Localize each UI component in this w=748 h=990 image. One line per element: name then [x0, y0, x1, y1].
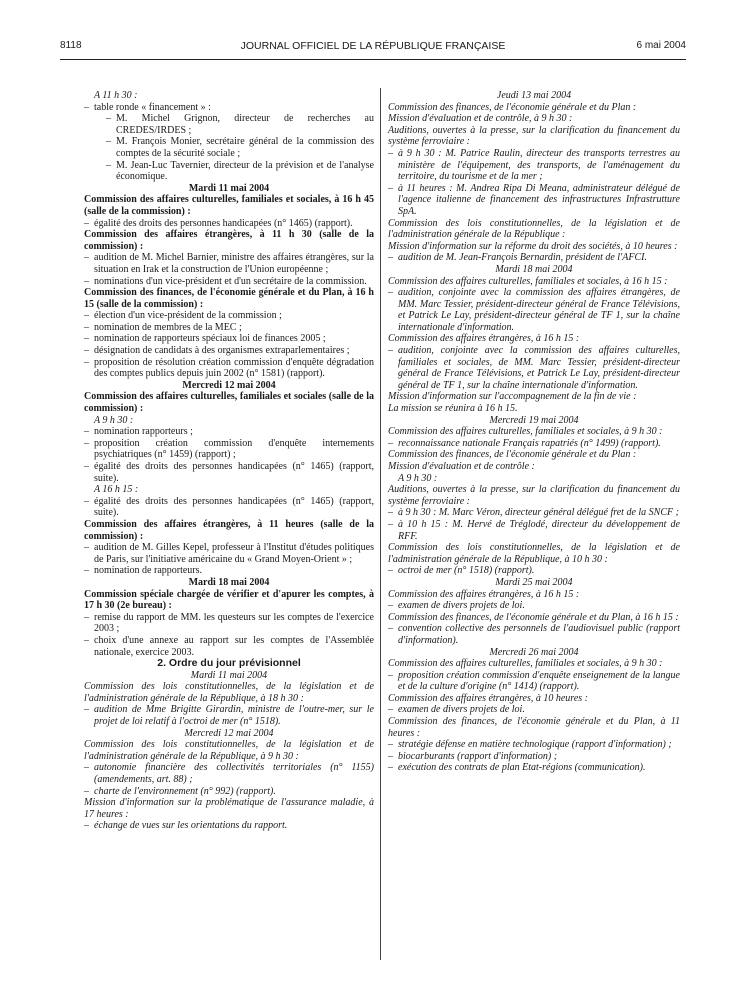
section-heading: Mercredi 19 mai 2004: [489, 414, 579, 426]
committee-title: Commission des affaires culturelles, familiales et sociales (salle de la commission) :: [84, 391, 374, 415]
agenda-list: [84, 252, 374, 287]
list-item: – remise du rapport de MM. les questeurs sur les comptes de l'exercice 2003 ;: [84, 612, 374, 635]
agenda-list: [84, 310, 374, 380]
list-item: – table ronde « financement » : – M. Michel Grignon, directeur de recherches au CREDES/IRDES ; – M. François Monier, secrétaire général de la commission des comptes de la sécurité sociale ; – M. Jean-Luc Tavernier, directeur de la prévision et de l'analyse économique.: [84, 102, 374, 183]
committee-title: Commission des lois constitutionnelles, de la législation et de l'administration générale de la République, à 9 h 30 :: [84, 739, 374, 762]
committee-title: Commission des affaires étrangères, à 16 h 15 :: [388, 333, 580, 345]
section-heading: Mardi 18 mai 2004: [495, 263, 573, 275]
committee-title: Commission des affaires étrangères, à 10 heures :: [388, 692, 588, 704]
list-item: – reconnaissance nationale Français rapatriés (n° 1499) (rapport).: [388, 438, 680, 450]
section-heading: Mercredi 12 mai 2004: [182, 379, 276, 391]
committee-title: Commission des affaires culturelles, familiales et sociales, à 9 h 30 :: [388, 658, 663, 670]
time-label: A 16 h 15 :: [94, 484, 139, 496]
issue-date: 6 mai 2004: [636, 40, 686, 51]
time-label: A 9 h 30 :: [94, 414, 134, 426]
section-heading: Mardi 11 mai 2004: [188, 182, 270, 194]
agenda-list: [84, 496, 374, 519]
list-item: – convention collective des personnels de l'audiovisuel public (rapport d'information).: [388, 623, 680, 646]
agenda-list: [84, 704, 374, 727]
agenda-list: [388, 507, 680, 542]
agenda-list: [388, 438, 680, 450]
mission-title: Mission d'information sur la problématique de l'assurance maladie, à 17 heures :: [84, 797, 374, 820]
committee-title: Commission des affaires culturelles, familiales et sociales, à 9 h 30 :: [388, 426, 663, 438]
list-item: – proposition création commission d'enquête internements psychiatriques (n° 1459) (rapport) ;: [84, 438, 374, 461]
list-item: – autonomie financière des collectivités territoriales (n° 1155) (amendements, art. 88) ;: [84, 762, 374, 785]
section-heading: Mardi 25 mai 2004: [495, 576, 573, 588]
list-item: – biocarburants (rapport d'information) ;: [388, 751, 680, 763]
committee-title: Commission des lois constitutionnelles, de la législation et de l'administration générale de la République, à 18 h 30 :: [84, 681, 374, 704]
list-item: – à 10 h 15 : M. Hervé de Tréglodé, directeur du développement de RFF.: [388, 519, 680, 542]
list-item: – audition, conjointe avec la commission des affaires culturelles, familiales et sociales, de MM. Marc Tessier, président-directeur général de France Télévisions, et Patrick Le Lay, président-directeur général de TF 1, sur la chaîne internationale d'information.: [388, 345, 680, 391]
committee-title: Commission des finances, de l'économie générale et du Plan :: [388, 449, 637, 461]
time-label: A 9 h 30 :: [398, 472, 438, 484]
committee-title: Commission des finances, de l'économie générale et du Plan, à 16 h 15 :: [388, 611, 679, 623]
column-divider: [380, 88, 381, 960]
list-item: – nomination de rapporteurs spéciaux loi de finances 2005 ;: [84, 333, 374, 345]
committee-title: Commission des affaires culturelles, familiales et sociales, à 16 h 45 (salle de la commission) :: [84, 194, 374, 217]
list-item: – nomination rapporteurs ;: [84, 426, 374, 438]
list-item: – exécution des contrats de plan Etat-régions (communication).: [388, 762, 680, 774]
list-item: – examen de divers projets de loi.: [388, 704, 680, 716]
agenda-list: [388, 148, 680, 218]
list-item: – M. Jean-Luc Tavernier, directeur de la prévision et de l'analyse économique.: [94, 160, 374, 183]
list-item: – égalité des droits des personnes handicapées (n° 1465) (rapport, suite).: [84, 461, 374, 484]
agenda-list: [84, 762, 374, 797]
section-heading: Mardi 18 mai 2004: [188, 576, 270, 588]
audition-title: Auditions, ouvertes à la presse, sur la clarification du financement du système ferroviaire :: [388, 484, 680, 507]
list-item: – proposition de résolution création commission d'enquête dégradation des comptes publics depuis juin 2002 (n° 1581) (rapport).: [84, 357, 374, 380]
committee-title: Commission des affaires culturelles, familiales et sociales, à 16 h 15 :: [388, 275, 668, 287]
list-item: – stratégie défense en matière technologique (rapport d'information) ;: [388, 739, 680, 751]
journal-title: JOURNAL OFFICIEL DE LA RÉPUBLIQUE FRANÇAISE: [240, 40, 506, 52]
right-column: [388, 90, 680, 774]
list-item: – audition de M. Jean-François Bernardin, président de l'AFCI.: [388, 252, 680, 264]
committee-title: Commission des lois constitutionnelles, de la législation et de l'administration générale de la République, à 10 h 30 :: [388, 542, 680, 565]
list-item: – à 11 heures : M. Andrea Ripa Di Meana, administrateur délégué de l'agence italienne de financement des infrastructures Infrastrutture SpA.: [388, 183, 680, 218]
agenda-list: [388, 565, 680, 577]
list-item: – charte de l'environnement (n° 992) (rapport).: [84, 786, 374, 798]
committee-title: Commission des finances, de l'économie générale et du Plan :: [388, 101, 637, 113]
section-heading: Mardi 11 mai 2004: [190, 669, 268, 681]
audition-title: Auditions, ouvertes à la presse, sur la clarification du financement du système ferroviaire :: [388, 124, 680, 148]
header-rule: [60, 59, 686, 60]
list-item: – audition de M. Gilles Kepel, professeur à l'Institut d'études politiques de Paris, sur l'initiative américaine du « Grand Moyen-Orient » ;: [84, 542, 374, 565]
mission-title: Mission d'information sur la réforme du droit des sociétés, à 10 heures :: [388, 240, 678, 252]
agenda-list: [84, 820, 374, 832]
list-item: – désignation de candidats à des organismes extraparlementaires ;: [84, 345, 374, 357]
section-heading: Jeudi 13 mai 2004: [496, 90, 572, 101]
list-item: – égalité des droits des personnes handicapées (n° 1465) (rapport).: [84, 218, 374, 230]
agenda-list: [388, 287, 680, 333]
agenda-list: [388, 670, 680, 693]
speaker-list: [94, 113, 374, 183]
list-item: – nomination de rapporteurs.: [84, 565, 374, 577]
list-item: – M. François Monier, secrétaire général de la commission des comptes de la sécurité sociale ;: [94, 136, 374, 159]
committee-title: Commission des affaires étrangères, à 16 h 15 :: [388, 588, 580, 600]
part-heading: 2. Ordre du jour prévisionnel: [157, 657, 301, 670]
list-item: – à 9 h 30 : M. Marc Véron, directeur général délégué fret de la SNCF ;: [388, 507, 680, 519]
list-item: – nominations d'un vice-président et d'un secrétaire de la commission.: [84, 276, 374, 288]
list-item: – choix d'une annexe au rapport sur les comptes de l'Assemblée nationale, exercice 2003.: [84, 635, 374, 658]
committee-title: Commission des lois constitutionnelles, de la législation et de l'administration générale de la République :: [388, 217, 680, 241]
committee-title: Commission des affaires étrangères, à 11 h 30 (salle de la commission) :: [84, 229, 374, 252]
agenda-list: [388, 739, 680, 774]
agenda-list: [388, 345, 680, 391]
committee-title: Commission des affaires étrangères, à 11 heures (salle de la commission) :: [84, 518, 374, 542]
list-item: – élection d'un vice-président de la commission ;: [84, 310, 374, 322]
left-column: [84, 90, 374, 832]
list-item: – octroi de mer (n° 1518) (rapport).: [388, 565, 680, 577]
mission-title: Mission d'évaluation et de contrôle, à 9 h 30 :: [388, 113, 573, 125]
mission-title: Mission d'évaluation et de contrôle :: [388, 461, 535, 472]
agenda-list: [84, 542, 374, 577]
section-heading: Mercredi 12 mai 2004: [184, 727, 274, 739]
list-item: – égalité des droits des personnes handicapées (n° 1465) (rapport, suite).: [84, 496, 374, 519]
committee-title: Commission des finances, de l'économie générale et du Plan, à 16 h 15 (salle de la commission) :: [84, 287, 374, 310]
list-item: – échange de vues sur les orientations du rapport.: [84, 820, 374, 832]
list-item: – nomination de membres de la MEC ;: [84, 322, 374, 334]
section-heading: Mercredi 26 mai 2004: [489, 646, 579, 658]
list-item: – examen de divers projets de loi.: [388, 600, 680, 612]
mission-note: La mission se réunira à 16 h 15.: [388, 403, 518, 415]
list-item: – audition de Mme Brigitte Girardin, ministre de l'outre-mer, sur le projet de loi relatif à l'octroi de mer (n° 1518).: [84, 704, 374, 727]
page-number: 8118: [60, 40, 82, 51]
agenda-list: [388, 704, 680, 716]
list-item: – M. Michel Grignon, directeur de recherches au CREDES/IRDES ;: [94, 113, 374, 136]
agenda-list: [388, 600, 680, 612]
mission-title: Mission d'information sur l'accompagnement de la fin de vie :: [388, 391, 637, 403]
intro-list: [84, 102, 374, 183]
committee-title: Commission des finances, de l'économie générale et du Plan, à 11 heures :: [388, 716, 680, 739]
list-item: – audition de M. Michel Barnier, ministre des affaires étrangères, sur la situation en Irak et la construction de l'Union européenne ;: [84, 252, 374, 275]
list-item: – audition, conjointe avec la commission des affaires étrangères, de MM. Marc Tessier, président-directeur général de France Télévisions, et Patrick Le Lay, président-directeur général de TF 1, sur la chaîne internationale d'information.: [388, 287, 680, 333]
agenda-list: [388, 623, 680, 646]
running-header: [60, 40, 686, 56]
agenda-list: [84, 612, 374, 658]
agenda-list: [84, 218, 374, 230]
intro-time: A 11 h 30 :: [94, 90, 138, 101]
list-item: – proposition création commission d'enquête enseignement de la langue et de la culture d'origine (n° 1414) (rapport).: [388, 670, 680, 693]
agenda-list: [84, 426, 374, 484]
committee-title: Commission spéciale chargée de vérifier et d'apurer les comptes, à 17 h 30 (2e bureau) :: [84, 588, 374, 612]
agenda-list: [388, 252, 680, 264]
list-item: – à 9 h 30 : M. Patrice Raulin, directeur des transports terrestres au ministère de l'équipement, des transports, de l'aménagement du territoire, du tourisme et de la mer ;: [388, 148, 680, 183]
